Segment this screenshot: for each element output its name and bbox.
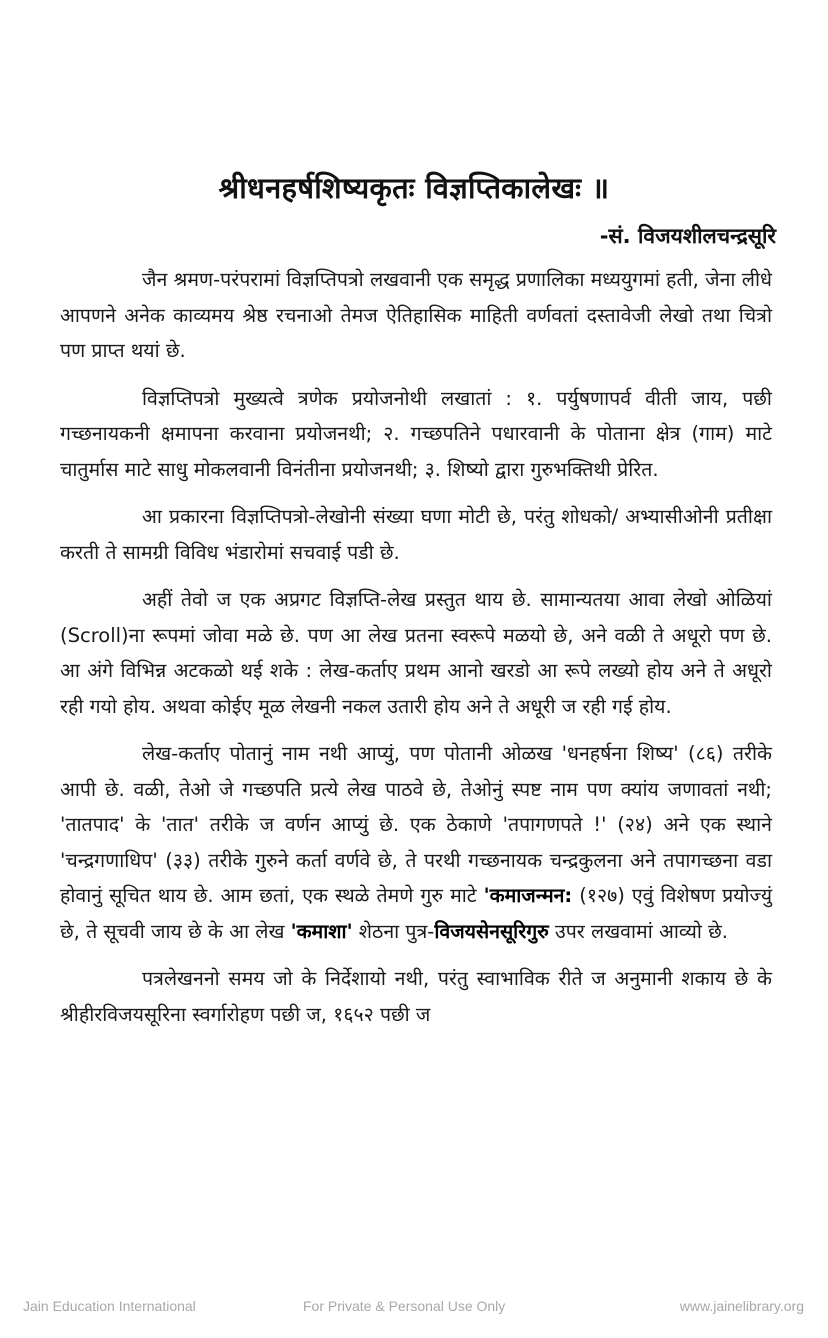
emphasized-text: विजयसेनसूरिगुरु [434, 919, 549, 943]
paragraph-text: विज्ञप्तिपत्रो मुख्यत्वे त्रणेक प्रयोजनोथी लखातां : १. पर्युषणापर्व वीती जाय, पछी गच्छनायकनी क्षमापना करवाना प्रयोजनथी; २. गच्छपतिने पधारवानी के पोताना क्षेत्र (गाम) माटे चातुर्मास माटे साधु मोकलवानी विनंतीना प्रयोजनथी; ३. शिष्यो द्वारा गुरुभक्तिथी प्रेरित. [60, 386, 772, 481]
paragraph [60, 736, 772, 949]
author-credit: -सं. विजयशीलचन्द्रसूरि [599, 224, 776, 248]
paragraph [60, 262, 772, 369]
paragraph [60, 381, 772, 488]
document-body [60, 262, 772, 1044]
paragraph-text: आ प्रकारना विज्ञप्तिपत्रो-लेखोनी संख्या घणा मोटी छे, परंतु शोधको/ अभ्यासीओनी प्रतीक्षा करती ते सामग्री विविध भंडारोमां सचवाई पडी छे. [60, 505, 772, 564]
paragraph-text: लेख-कर्ताए पोतानुं नाम नथी आप्युं, पण पोतानी ओळख 'धनहर्षना शिष्य' (८६) तरीके आपी छे. वळी, तेओ जे गच्छपति प्रत्ये लेख पाठवे छे, तेओनुं स्पष्ट नाम पण क्यांय जणावतां नथी; 'तातपाद' के 'तात' तरीके ज वर्णन आप्युं छे. एक ठेकाणे 'तपागणपते !' (२४) अने एक स्थाने 'चन्द्रगणाधिप' (३३) तरीके गुरुने कर्ता वर्णवे छे, ते परथी गच्छनायक चन्द्रकुलना अने तपागच्छना वडा होवानुं सूचित थाय छे. आम छतां, एक स्थळे तेमणे गुरु माटे [60, 742, 772, 907]
footer-usage-note: For Private & Personal Use Only [303, 1298, 506, 1314]
paragraph [60, 582, 772, 724]
emphasized-text: 'कमाशा' [290, 919, 353, 943]
paragraph-text: शेठना पुत्र- [352, 919, 435, 943]
page-footer [0, 1298, 828, 1318]
document-title: श्रीधनहर्षशिष्यकृतः विज्ञप्तिकालेखः ॥ [218, 171, 610, 205]
paragraph-text: जैन श्रमण-परंपरामां विज्ञप्तिपत्रो लखवानी एक समृद्ध प्रणालिका मध्ययुगमां हती, जेना लीधे आपणने अनेक काव्यमय श्रेष्ठ रचनाओ तेमज ऐतिहासिक माहिती वर्णवतां दस्तावेजी लेखो तथा चित्रो पण प्राप्त थयां छे. [60, 268, 772, 362]
footer-publisher: Jain Education International [23, 1298, 196, 1314]
paragraph [60, 961, 772, 1032]
paragraph-text: अहीं तेवो ज एक अप्रगट विज्ञप्ति-लेख प्रस्तुत थाय छे. सामान्यतया आवा लेखो ओळियां (Scroll)ना रूपमां जोवा मळे छे. पण आ लेख प्रतना स्वरूपे मळयो छे, अने वळी ते अधूरो पण छे. आ अंगे विभिन्न अटकळो थई शके : लेख-कर्ताए प्रथम आनो खरडो आ रूपे लख्यो होय अने ते अधूरो रही गयो होय. अथवा कोईए मूळ लेखनी नकल उतारी होय अने ते अधूरी ज रही गई होय. [60, 588, 772, 718]
paragraph-text: पत्रलेखननो समय जो के निर्देशायो नथी, परंतु स्वाभाविक रीते ज अनुमानी शकाय छे के श्रीहीरविजयसूरिना स्वर्गारोहण पछी ज, १६५२ पछी ज [60, 967, 772, 1026]
footer-website-link[interactable]: www.jainelibrary.org [679, 1298, 804, 1314]
paragraph [60, 499, 772, 570]
paragraph-text: उपर लखवामां आव्यो छे. [548, 919, 728, 943]
emphasized-text: 'कमाजन्मन: [483, 884, 573, 907]
paragraph-text: (१२७) एवुं विशेषण प्रयोज्युं छे, ते सूचवी जाय छे के आ लेख [60, 884, 772, 943]
